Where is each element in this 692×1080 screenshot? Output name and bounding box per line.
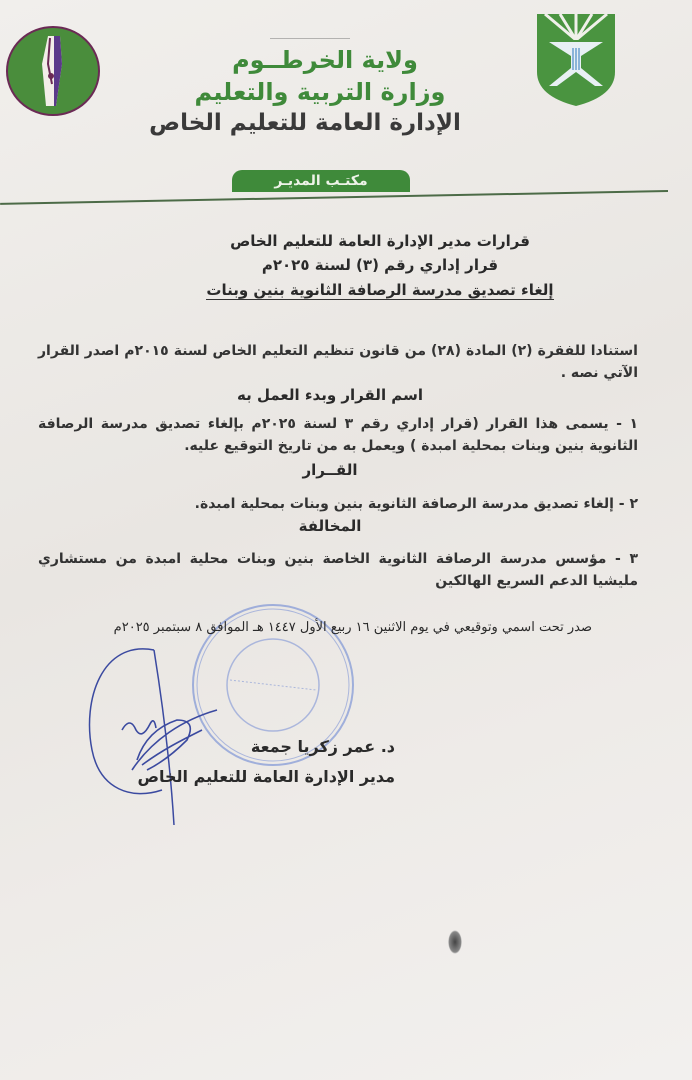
- header-divider: [0, 190, 668, 205]
- decision-subject: [130, 281, 630, 299]
- signature-icon: [82, 640, 232, 830]
- signatory-name: د. عمر زكريا جمعة: [250, 737, 395, 756]
- section-title-decision: القــرار: [302, 461, 358, 479]
- decision-subject-text: إلغاء تصديق مدرسة الرصافة الثانوية بنين وبنات: [206, 281, 554, 299]
- khartoum-state-emblem-icon: [535, 12, 617, 108]
- basmala-mark: [270, 32, 350, 39]
- preamble: استنادا للفقرة (٢) المادة (٢٨) من قانون تنظيم التعليم الخاص لسنة ٢٠١٥م اصدر القرار الآتي نصه .: [38, 343, 638, 381]
- paper-blemish: [448, 930, 462, 954]
- signatory-title: مدير الإدارة العامة للتعليم الخاص: [137, 767, 395, 786]
- decision-number: قرار إداري رقم (٣) لسنة ٢٠٢٥م: [261, 256, 499, 274]
- section-title-violation: المخالفة: [298, 517, 362, 535]
- issue-date: صدر تحت اسمي وتوقيعي في يوم الاثنين ١٦ ربيع الأول ١٤٤٧ هـ الموافق ٨ سبتمبر ٢٠٢٥م: [113, 620, 592, 635]
- header-directorate: الإدارة العامة للتعليم الخاص: [149, 110, 461, 136]
- section-title-name: اسم القرار وبدء العمل به: [237, 386, 423, 404]
- clause-3: ٣ - مؤسس مدرسة الرصافة الثانوية الخاصة بنين وبنات محلية امبدة من مستشاري مليشيا الدعم السريع الهالكين: [38, 551, 638, 589]
- decision-heading: قرارات مدير الإدارة العامة للتعليم الخاص: [230, 232, 530, 250]
- clause-2: ٢ - إلغاء تصديق مدرسة الرصافة الثانوية بنين وبنات بمحلية امبدة.: [194, 496, 638, 512]
- ministry-logo-icon: [4, 24, 102, 118]
- header-state: ولاية الخرطــوم: [232, 46, 418, 74]
- office-label: مكتـب المديـر: [232, 170, 410, 192]
- clause-1: ١ - يسمى هذا القرار (قرار إداري رقم ٣ لسنة ٢٠٢٥م بإلغاء تصديق مدرسة الرصافة الثانوية بنين وبنات بمحلية امبدة ) ويعمل به من تاريخ التوقيع عليه.: [38, 416, 638, 454]
- header-ministry: وزارة التربية والتعليم: [194, 78, 446, 106]
